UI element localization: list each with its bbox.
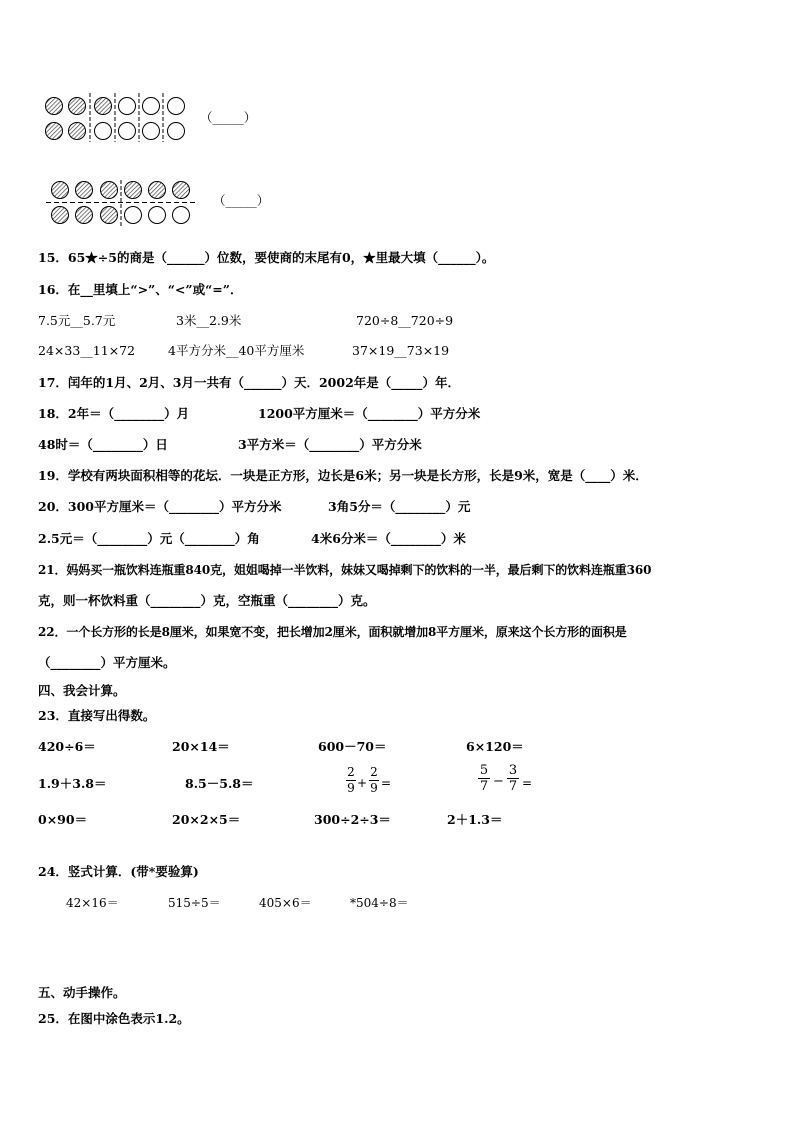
question-16-item: 4平方分米__40平方厘米 xyxy=(168,343,305,358)
empty-circle xyxy=(168,98,185,115)
question-18-item: 3平方米＝（________）平方分米 xyxy=(238,437,422,452)
question-22-line-2: （________）平方厘米。 xyxy=(38,655,176,670)
numerator: 2 xyxy=(347,765,355,779)
empty-circle xyxy=(95,123,112,140)
shaded-circle xyxy=(69,98,86,115)
shaded-circle xyxy=(95,98,112,115)
shaded-circle xyxy=(149,182,166,199)
fraction xyxy=(478,764,490,793)
question-18-item: 1200平方厘米＝（________）平方分米 xyxy=(258,406,481,421)
shaded-circle xyxy=(69,123,86,140)
shaded-circle xyxy=(125,182,142,199)
operator: − xyxy=(493,774,504,789)
calc-item: 1.9＋3.8＝ xyxy=(38,776,107,791)
question-21-line-2: 克，则一杯饮料重（________）克，空瓶重（________）克。 xyxy=(38,593,376,608)
operator: + xyxy=(357,776,368,790)
shaded-circle xyxy=(101,182,118,199)
calc-item: 300÷2÷3＝ xyxy=(314,812,391,827)
equals-sign: = xyxy=(522,776,533,790)
shaded-circle xyxy=(52,182,69,199)
calc-item: 20×2×5＝ xyxy=(172,812,241,827)
empty-circle xyxy=(119,123,136,140)
empty-circle xyxy=(173,207,190,224)
empty-circle xyxy=(149,207,166,224)
numerator: 5 xyxy=(479,763,489,778)
section-4-heading: 四、我会计算。 xyxy=(38,683,126,698)
section-5-heading: 五、动手操作。 xyxy=(38,985,126,1000)
calc-item: 600－70＝ xyxy=(318,739,387,754)
question-24-title: 24．竖式计算．(带*要验算) xyxy=(38,864,199,879)
shaded-circle xyxy=(46,98,63,115)
question-18-item: 18．2年＝（________）月 xyxy=(38,406,190,421)
calc-item: 2＋1.3＝ xyxy=(447,812,503,827)
denominator: 9 xyxy=(347,781,355,795)
fraction xyxy=(369,766,379,795)
vertical-calc-item: *504÷8＝ xyxy=(350,896,409,910)
figure-1 xyxy=(46,93,185,142)
empty-circle xyxy=(168,123,185,140)
shaded-circle xyxy=(101,207,118,224)
question-20-item: 2.5元＝（________）元（________）角 xyxy=(38,531,260,546)
question-20-item: 20．300平方厘米＝（________）平方分米 xyxy=(38,499,282,514)
figure-1-answer-blank[interactable]: （_____） xyxy=(200,110,257,125)
question-16-item: 720÷8__720÷9 xyxy=(356,313,454,328)
empty-circle xyxy=(119,98,136,115)
denominator: 7 xyxy=(508,779,518,794)
empty-circle xyxy=(125,207,142,224)
denominator: 9 xyxy=(370,781,378,795)
question-16-item: 7.5元__5.7元 xyxy=(38,313,116,328)
empty-circle xyxy=(143,123,160,140)
shaded-circle xyxy=(52,207,69,224)
shaded-circle xyxy=(76,182,93,199)
question-15: 15．65★÷5的商是（______）位数，要使商的末尾有0，★里最大填（______）。 xyxy=(38,250,495,265)
question-23-title: 23．直接写出得数。 xyxy=(38,708,156,723)
calc-item: 0×90＝ xyxy=(38,812,88,827)
question-16-title: 16．在__里填上“>”、“<”或“=”． xyxy=(38,282,243,297)
question-18-item: 48时＝（________）日 xyxy=(38,437,168,452)
fraction xyxy=(346,766,356,795)
equals-sign: = xyxy=(381,776,392,790)
question-17: 17．闰年的1月、2月、3月一共有（______）天．2002年是（_____）年． xyxy=(38,375,461,390)
shaded-circle xyxy=(76,207,93,224)
question-16-item: 37×19__73×19 xyxy=(352,343,450,358)
question-25: 25．在图中涂色表示1.2。 xyxy=(38,1011,190,1026)
calc-item: 8.5－5.8＝ xyxy=(185,776,254,791)
calc-item: 6×120＝ xyxy=(466,739,524,754)
numerator: 2 xyxy=(370,765,378,779)
circle-figures xyxy=(0,0,794,240)
question-16-item: 3米__2.9米 xyxy=(176,313,242,328)
vertical-calc-item: 405×6＝ xyxy=(259,896,312,910)
question-19: 19．学校有两块面积相等的花坛．一块是正方形，边长是6米；另一块是长方形，长是9米，宽是（____）米． xyxy=(38,468,648,483)
empty-circle xyxy=(143,98,160,115)
question-21-line-1: 21．妈妈买一瓶饮料连瓶重840克，姐姐喝掉一半饮料，妹妹又喝掉剩下的饮料的一半，最后剩下的饮料连瓶重360 xyxy=(38,563,652,577)
calc-item: 420÷6＝ xyxy=(38,739,96,754)
numerator: 3 xyxy=(508,763,518,778)
vertical-calc-item: 515÷5＝ xyxy=(168,896,221,910)
fraction xyxy=(507,764,519,793)
question-20-item: 3角5分＝（________）元 xyxy=(328,499,471,514)
vertical-calc-item: 42×16＝ xyxy=(66,896,119,910)
shaded-circle xyxy=(173,182,190,199)
question-16-item: 24×33__11×72 xyxy=(38,343,136,358)
denominator: 7 xyxy=(479,779,489,794)
shaded-circle xyxy=(46,123,63,140)
figure-2-answer-blank[interactable]: （_____） xyxy=(213,193,270,208)
calc-item: 20×14＝ xyxy=(172,739,230,754)
question-20-item: 4米6分米＝（________）米 xyxy=(311,531,466,546)
question-22-line-1: 22．一个长方形的长是8厘米，如果宽不变，把长增加2厘米，面积就增加8平方厘米，原来这个长方形的面积是 xyxy=(38,625,627,639)
figure-2 xyxy=(46,180,196,226)
